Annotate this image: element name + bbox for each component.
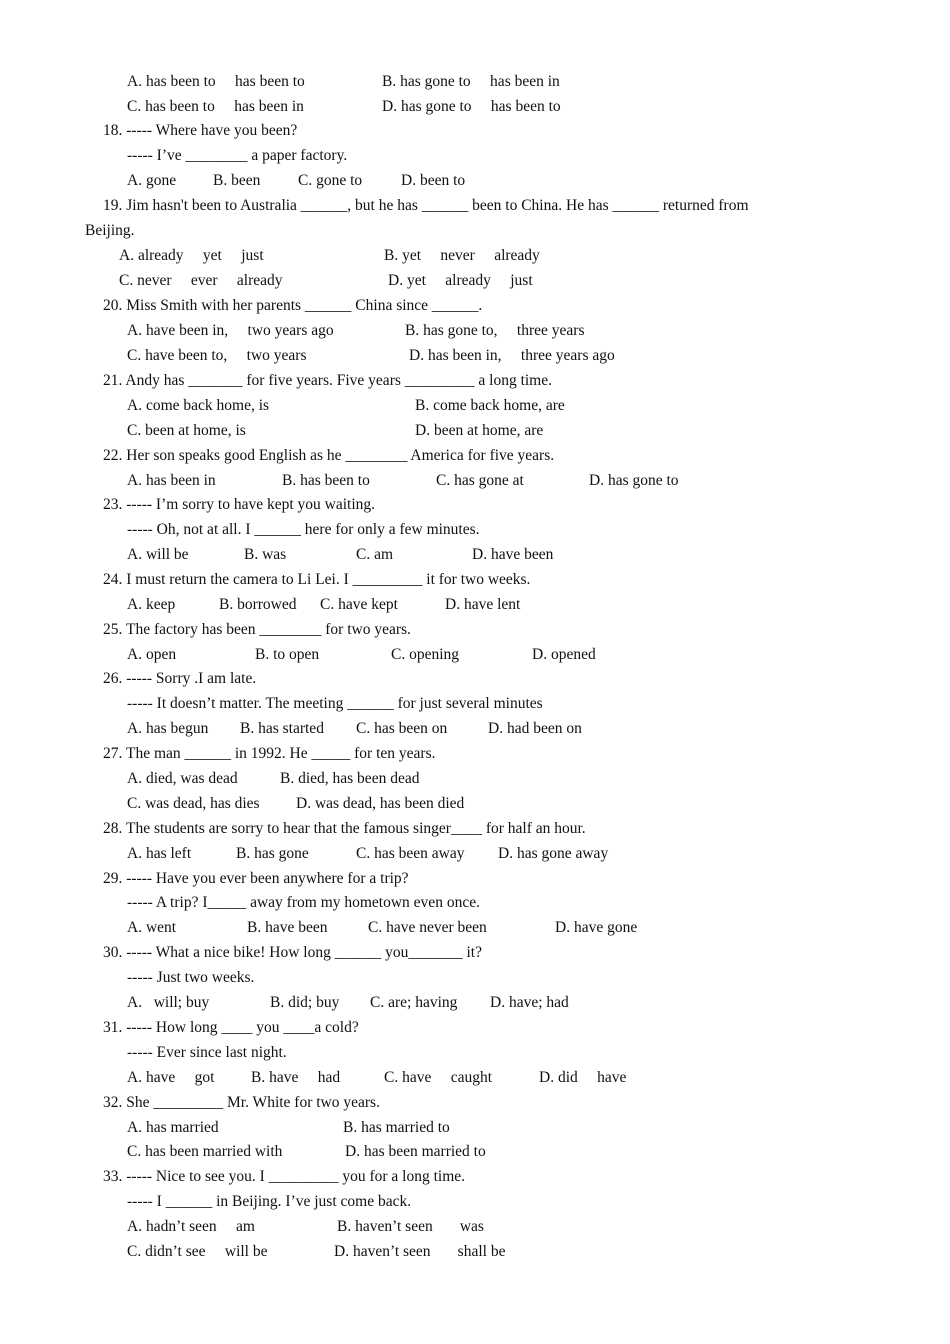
- text-line: A. has left: [127, 845, 192, 862]
- text-line: A. has been in: [127, 472, 216, 489]
- text-line: B. borrowed: [219, 596, 297, 613]
- text-line: C. has been married with: [127, 1143, 283, 1160]
- text-line: 29. ----- Have you ever been anywhere for a trip?: [103, 870, 409, 887]
- text-line: C. was dead, has dies: [127, 795, 260, 812]
- text-line: C. has gone at: [436, 472, 524, 489]
- text-line: B. died, has been dead: [280, 770, 420, 787]
- text-line: ----- I ______ in Beijing. I’ve just come back.: [127, 1193, 412, 1210]
- text-line: D. yet already just: [388, 272, 533, 289]
- text-line: D. haven’t seen shall be: [334, 1243, 506, 1260]
- text-line: 26. ----- Sorry .I am late.: [103, 670, 257, 687]
- text-line: A. hadn’t seen am: [127, 1218, 255, 1235]
- text-line: C. never ever already: [119, 272, 283, 289]
- text-line: 21. Andy has _______ for five years. Five years _________ a long time.: [103, 372, 552, 389]
- text-line: 23. ----- I’m sorry to have kept you waiting.: [103, 496, 376, 513]
- text-line: ----- Oh, not at all. I ______ here for only a few minutes.: [127, 521, 480, 538]
- text-line: D. has been married to: [345, 1143, 486, 1160]
- text-line: D. has been in, three years ago: [409, 347, 615, 364]
- text-line: C. am: [356, 546, 394, 563]
- text-line: A. will be: [127, 546, 189, 563]
- text-line: D. was dead, has been died: [296, 795, 465, 812]
- text-line: B. has started: [240, 720, 324, 737]
- text-line: B. to open: [255, 646, 320, 663]
- text-line: C. been at home, is: [127, 422, 246, 439]
- text-line: ----- Just two weeks.: [127, 969, 255, 986]
- text-line: C. have never been: [368, 919, 487, 936]
- text-line: A. have been in, two years ago: [127, 322, 334, 339]
- text-line: A. has begun: [127, 720, 209, 737]
- text-line: D. been at home, are: [415, 422, 544, 439]
- text-line: D. had been on: [488, 720, 582, 737]
- text-line: B. have been: [247, 919, 328, 936]
- text-line: ----- It doesn’t matter. The meeting ______ for just several minutes: [127, 695, 543, 712]
- text-line: 31. ----- How long ____ you ____a cold?: [103, 1019, 359, 1036]
- text-line: B. has gone to has been in: [382, 73, 560, 90]
- text-line: B. yet never already: [384, 247, 540, 264]
- text-line: C. has been to has been in: [127, 98, 304, 115]
- text-line: A. will; buy: [127, 994, 210, 1011]
- text-line: C. has been on: [356, 720, 448, 737]
- text-line: A. has married: [127, 1119, 219, 1136]
- text-line: 18. ----- Where have you been?: [103, 122, 298, 139]
- text-line: D. opened: [532, 646, 596, 663]
- text-line: B. did; buy: [270, 994, 340, 1011]
- text-line: B. haven’t seen was: [337, 1218, 484, 1235]
- text-line: B. has gone to, three years: [405, 322, 585, 339]
- text-line: 32. She _________ Mr. White for two years.: [103, 1094, 380, 1111]
- text-line: A. keep: [127, 596, 176, 613]
- text-line: C. didn’t see will be: [127, 1243, 268, 1260]
- text-line: 28. The students are sorry to hear that the famous singer____ for half an hour.: [103, 820, 586, 837]
- text-line: D. has gone to: [589, 472, 679, 489]
- text-line: B. was: [244, 546, 287, 563]
- text-line: Beijing.: [85, 222, 135, 239]
- text-line: A. have got: [127, 1069, 215, 1086]
- text-line: 25. The factory has been ________ for two years.: [103, 621, 411, 638]
- text-line: 30. ----- What a nice bike! How long ______ you_______ it?: [103, 944, 482, 961]
- text-line: A. gone: [127, 172, 177, 189]
- text-line: A. went: [127, 919, 177, 936]
- text-line: ----- A trip? I_____ away from my hometown even once.: [127, 894, 480, 911]
- text-line: ----- I’ve ________ a paper factory.: [127, 147, 348, 164]
- text-line: A. has been to has been to: [127, 73, 305, 90]
- text-line: D. has gone to has been to: [382, 98, 561, 115]
- text-line: 19. Jim hasn't been to Australia ______, but he has ______ been to China. He has ______ returned from: [103, 197, 749, 214]
- text-line: A. died, was dead: [127, 770, 238, 787]
- text-line: C. have caught: [384, 1069, 493, 1086]
- text-line: ----- Ever since last night.: [127, 1044, 287, 1061]
- text-line: 22. Her son speaks good English as he ________ America for five years.: [103, 447, 555, 464]
- text-line: A. already yet just: [119, 247, 264, 264]
- text-line: D. have gone: [555, 919, 638, 936]
- text-line: C. opening: [391, 646, 460, 663]
- text-line: D. been to: [401, 172, 466, 189]
- text-line: A. come back home, is: [127, 397, 270, 414]
- text-line: B. been: [213, 172, 261, 189]
- text-line: 20. Miss Smith with her parents ______ China since ______.: [103, 297, 483, 314]
- text-line: D. have been: [472, 546, 554, 563]
- text-line: A. open: [127, 646, 177, 663]
- text-line: 33. ----- Nice to see you. I _________ you for a long time.: [103, 1168, 466, 1185]
- text-line: B. has gone: [236, 845, 309, 862]
- text-line: C. gone to: [298, 172, 363, 189]
- text-line: D. have lent: [445, 596, 521, 613]
- text-line: C. have been to, two years: [127, 347, 307, 364]
- text-line: B. has been to: [282, 472, 370, 489]
- text-line: 24. I must return the camera to Li Lei. I _________ it for two weeks.: [103, 571, 531, 588]
- text-line: 27. The man ______ in 1992. He _____ for ten years.: [103, 745, 436, 762]
- text-line: D. have; had: [490, 994, 569, 1011]
- text-line: C. has been away: [356, 845, 465, 862]
- text-line: C. are; having: [370, 994, 458, 1011]
- text-line: C. have kept: [320, 596, 398, 613]
- text-line: B. has married to: [343, 1119, 450, 1136]
- text-line: D. has gone away: [498, 845, 609, 862]
- text-line: B. have had: [251, 1069, 341, 1086]
- text-line: B. come back home, are: [415, 397, 565, 414]
- text-line: D. did have: [539, 1069, 627, 1086]
